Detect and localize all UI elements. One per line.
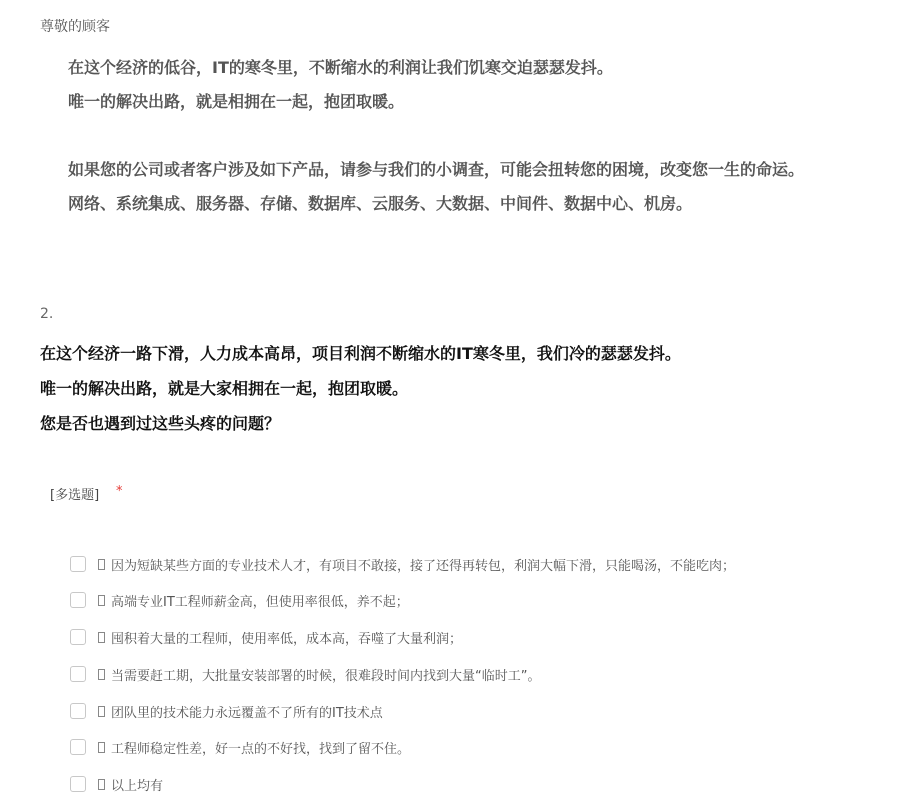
option-row[interactable]	[70, 554, 735, 574]
option-label: 当需要赶工期，大批量安装部署的时候，很难段时间内找到大量“临时工”。	[111, 668, 541, 684]
option-row[interactable]	[70, 774, 163, 794]
option-checkbox[interactable]	[70, 776, 86, 792]
option-checkbox[interactable]	[70, 666, 86, 682]
missing-glyph-icon	[98, 706, 105, 717]
question-number: 2.	[40, 306, 54, 322]
option-row[interactable]	[70, 627, 462, 647]
intro-line: 唯一的解决出路，就是相拥在一起，抱团取暖。	[68, 92, 405, 111]
intro-line: 如果您的公司或者客户涉及如下产品，请参与我们的小调查，可能会扭转您的困境，改变您一生的命运。	[68, 160, 805, 179]
option-label: 团队里的技术能力永远覆盖不了所有的IT技术点	[111, 705, 383, 721]
option-row[interactable]	[70, 737, 410, 757]
missing-glyph-icon	[98, 559, 105, 570]
missing-glyph-icon	[98, 742, 105, 753]
option-label: 以上均有	[111, 778, 164, 794]
question-text-line: 您是否也遇到过这些头疼的问题？	[40, 414, 281, 433]
required-asterisk: *	[116, 484, 123, 499]
option-row[interactable]	[70, 664, 540, 684]
option-checkbox[interactable]	[70, 703, 86, 719]
option-label: 因为短缺某些方面的专业技术人才，有项目不敢接，接了还得再转包，利润大幅下滑，只能喝汤，不能吃肉；	[111, 558, 736, 574]
intro-line: 在这个经济的低谷，IT的寒冬里，不断缩水的利润让我们饥寒交迫瑟瑟发抖。	[68, 58, 613, 77]
option-checkbox[interactable]	[70, 556, 86, 572]
option-label: 高端专业IT工程师薪金高，但使用率很低，养不起；	[111, 594, 409, 610]
option-checkbox[interactable]	[70, 629, 86, 645]
intro-line: 网络、系统集成、服务器、存储、数据库、云服务、大数据、中间件、数据中心、机房。	[68, 194, 693, 213]
question-text-line: 唯一的解决出路，就是大家相拥在一起，抱团取暖。	[40, 379, 409, 398]
greeting: 尊敬的顾客	[40, 19, 110, 35]
option-row[interactable]	[70, 701, 383, 721]
option-label: 囤积着大量的工程师，使用率低，成本高，吞噬了大量利润；	[111, 631, 463, 647]
missing-glyph-icon	[98, 779, 105, 790]
missing-glyph-icon	[98, 669, 105, 680]
option-checkbox[interactable]	[70, 739, 86, 755]
question-type-label: [多选题]	[50, 488, 100, 503]
question-text-line: 在这个经济一路下滑，人力成本高昂，项目利润不断缩水的IT寒冬里，我们冷的瑟瑟发抖。	[40, 344, 681, 363]
missing-glyph-icon	[98, 632, 105, 643]
option-row[interactable]	[70, 590, 409, 610]
option-checkbox[interactable]	[70, 592, 86, 608]
option-label: 工程师稳定性差，好一点的不好找，找到了留不住。	[111, 741, 411, 757]
missing-glyph-icon	[98, 595, 105, 606]
